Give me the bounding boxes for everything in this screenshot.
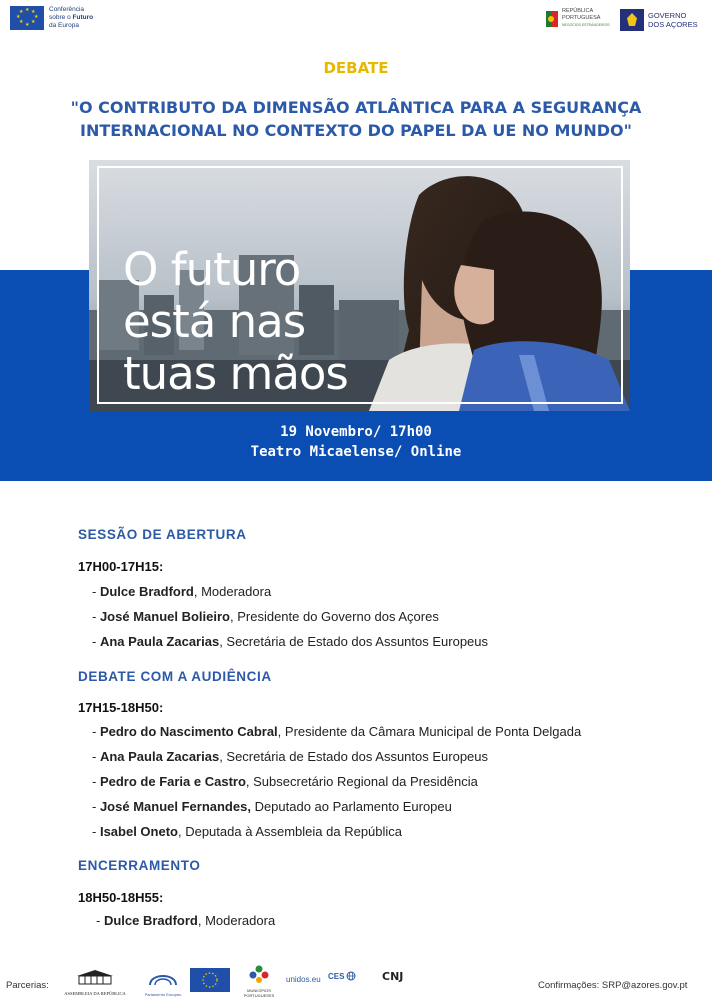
partner-parlamento-europeu-logo: Parlamento Europeu xyxy=(142,967,184,997)
conference-logo-text: Conferência sobre o Futuro da Europa xyxy=(49,6,94,29)
program-item: - Dulce Bradford, Moderadora xyxy=(92,584,272,599)
program-item: - Dulce Bradford, Moderadora xyxy=(96,913,276,928)
conference-logo xyxy=(10,6,93,30)
program-item: - Isabel Oneto, Deputada à Assembleia da República xyxy=(92,824,403,839)
event-date: 19 Novembro/ 17h00 xyxy=(280,424,432,440)
acores-emblem-icon xyxy=(620,9,644,31)
program-item: - Pedro do Nascimento Cabral, Presidente da Câmara Municipal de Ponta Delgada xyxy=(92,724,582,739)
program-item: - Ana Paula Zacarias, Secretária de Estado dos Assuntos Europeus xyxy=(92,634,489,649)
header xyxy=(0,0,712,48)
partner-eu-flag-logo xyxy=(190,968,230,992)
partner-unidos-logo: unidos.eu xyxy=(286,975,321,984)
globe-icon xyxy=(346,971,356,981)
program-item: - José Manuel Fernandes, Deputado ao Parlamento Europeu xyxy=(92,799,452,814)
parlamento-europeu-icon xyxy=(148,967,178,987)
municipios-flower-icon xyxy=(249,965,269,983)
program-item: - Pedro de Faria e Castro, Subsecretário Regional da Presidência xyxy=(92,774,478,789)
time-slot: 17H15-18H50: xyxy=(78,700,164,715)
portugal-emblem-icon xyxy=(546,11,558,27)
republica-portuguesa-text: REPÚBLICA PORTUGUESA NEGÓCIOS ESTRANGEIROS xyxy=(562,8,610,27)
time-slot: 18H50-18H55: xyxy=(78,890,164,905)
partners-label: Parcerias: xyxy=(6,980,49,991)
partner-assembleia-logo: ASSEMBLEIA DA REPÚBLICA xyxy=(60,970,130,996)
parliament-building-icon xyxy=(75,970,115,986)
footer xyxy=(0,962,712,1002)
event-venue: Teatro Micaelense/ Online xyxy=(250,444,462,460)
time-slot: 17H00-17H15: xyxy=(78,559,164,574)
event-title: "O CONTRIBUTO DA DIMENSÃO ATLÂNTICA PARA A SEGURANÇA INTERNACIONAL NO CONTEXTO DO PAPEL DA UE NO MUNDO" xyxy=(70,98,642,140)
event-kicker: DEBATE xyxy=(323,59,389,77)
section-heading: ENCERRAMENTO xyxy=(78,858,201,873)
eu-flag-icon: ★ ★ ★ ★ ★ ★ ★ ★ xyxy=(10,6,44,30)
program-item: - Ana Paula Zacarias, Secretária de Estado dos Assuntos Europeus xyxy=(92,749,489,764)
section-heading: SESSÃO DE ABERTURA xyxy=(78,527,247,542)
eu-stars-icon xyxy=(190,968,230,992)
rsvp-contact[interactable]: Confirmações: SRP@azores.gov.pt xyxy=(538,980,688,991)
partner-ces-logo: CES xyxy=(328,971,356,981)
governo-acores-logo xyxy=(620,9,698,31)
partner-cnj-logo: CNJ xyxy=(382,970,404,983)
program-item: - José Manuel Bolieiro, Presidente do Governo dos Açores xyxy=(92,609,439,624)
section-heading: DEBATE COM A AUDIÊNCIA xyxy=(78,669,272,684)
governo-acores-text: GOVERNO DOS AÇORES xyxy=(648,11,698,29)
hero-photo-slogan: O futuro está nas tuas mãos xyxy=(123,243,348,400)
partner-municipios-logo: MUNICÍPIOS PORTUGUESES xyxy=(236,965,282,998)
republica-portuguesa-logo xyxy=(546,8,610,29)
